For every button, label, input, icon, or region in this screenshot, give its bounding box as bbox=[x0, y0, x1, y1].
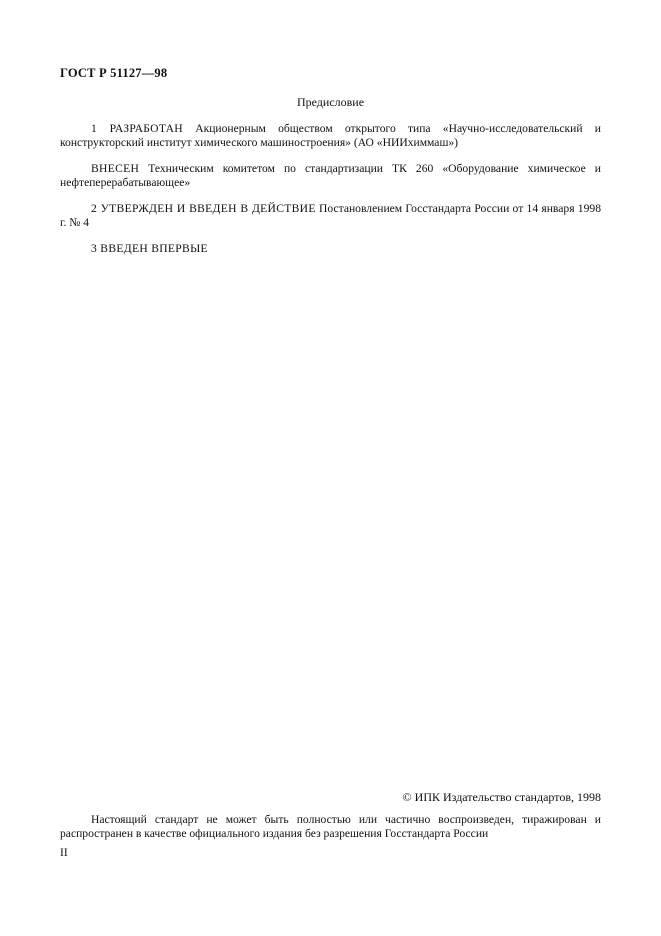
item-text: Акционерным обществом открытого типа «Научно-исследовательский и конструкторский институт химического машиностроения» (АО «НИИхиммаш») bbox=[60, 122, 601, 149]
preface-body bbox=[60, 122, 601, 268]
preface-item-approved bbox=[60, 202, 601, 230]
item-text: Постановлением Госстандарта России от 14 января 1998 г. № 4 bbox=[60, 202, 601, 229]
page-number: II bbox=[60, 847, 68, 859]
item-text: Техническим комитетом по стандартизации ТК 260 «Оборудование химическое и нефтеперерабатывающее» bbox=[60, 162, 601, 189]
preface-item-first-introduced bbox=[60, 242, 601, 256]
document-code: ГОСТ Р 51127—98 bbox=[60, 66, 168, 80]
preface-item-introduced bbox=[60, 162, 601, 190]
reproduction-notice: Настоящий стандарт не может быть полностью или частично воспроизведен, тиражирован и распространен в качестве официального издания без разрешения Госстандарта России bbox=[60, 813, 601, 840]
item-lead: 3 ВВЕДЕН ВПЕРВЫЕ bbox=[91, 242, 208, 255]
copyright-line: © ИПК Издательство стандартов, 1998 bbox=[402, 790, 601, 804]
item-lead: ВНЕСЕН bbox=[91, 162, 140, 175]
preface-item-developed bbox=[60, 122, 601, 150]
item-lead: 1 РАЗРАБОТАН bbox=[91, 122, 183, 135]
item-lead: 2 УТВЕРЖДЕН И ВВЕДЕН В ДЕЙСТВИЕ bbox=[91, 202, 316, 215]
preface-title: Предисловие bbox=[296, 95, 365, 109]
